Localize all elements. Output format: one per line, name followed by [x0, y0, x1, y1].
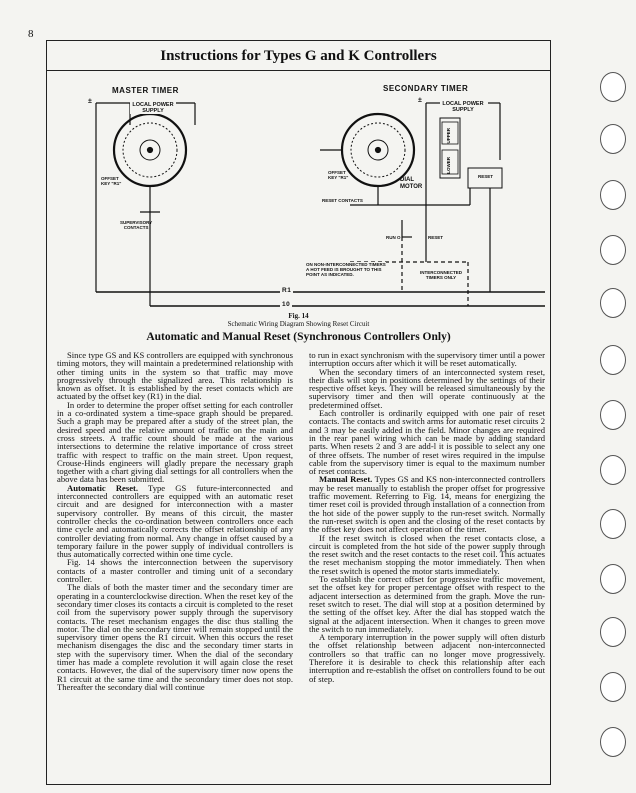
paragraph: To establish the correct offset for progressive traffic movement, set the offset key for proper percentage offset with respect to the adjacent intersection as determined from the graph. Move the run-reset switch to reset. The dial will stop at a position determined by the setting of the offset key. After the dial has stopped watch the signal at the adjacent intersection. When it changes to green move the switch to run immediately. [309, 574, 545, 634]
wire-10-label: 10 [282, 301, 291, 308]
upper-coil-label: UPPER [446, 128, 451, 144]
figure-caption [46, 312, 551, 328]
master-local-power-label: LOCAL POWER SUPPLY [130, 102, 176, 114]
figure-caption-text: Schematic Wiring Diagram Showing Reset Circuit [227, 320, 370, 328]
interconnected-note: INTERCONNECTED TIMERS ONLY [420, 270, 463, 280]
right-column [309, 351, 545, 683]
paragraph: Since type GS and KS controllers are equipped with synchronous timing motors, they will maintain a predetermined relationship with other timing units in the system so that traffic may move progressively through the signalized area. This relationship is known as offset. It is established by the reset contacts which are actuated by the offset key (R1) in the dial. [57, 350, 293, 402]
master-offset-key-label: OFFSET KEY "R1" [101, 176, 122, 186]
paragraph: When the secondary timers of an interconnected system reset, their dials will stop in positions determined by the settings of their respective offset keys. They will be released simultaneously by the supervisory timer and then will operate continuously at the predetermined offset. [309, 366, 545, 410]
binder-hole [600, 672, 626, 702]
paragraph: to run in exact synchronism with the supervisory timer until a power interruption occurs after which it will be reset automatically. [309, 350, 545, 369]
secondary-local-power-label: LOCAL POWER SUPPLY [440, 101, 486, 113]
reset-switch-label: RESET [428, 235, 444, 240]
dial-motor-label: DIAL MOTOR [400, 177, 423, 190]
binder-hole [600, 617, 626, 647]
paragraph: The dials of both the master timer and the secondary timer are operating in a counterclockwise direction. When the reset key of the secondary timer closes its contacts a circuit is completed to the reset coil from the supervisory power supply through the supervisory contacts. The reset mechanism engages the disc thus stalling the motor. The dial on the secondary timer will remain stopped until the supervisory timer opens the R1 circuit. When this occurs the reset mechanism disengages the disc and the secondary timer starts in step with the supervisory timer. When the dial of the secondary timer has made a complete revolution it will again close the reset contacts. However, the dial of the supervisory timer now opens the R1 circuit at the same time and the secondary timer does not stop. Thereafter the secondary dial will continue [57, 582, 293, 692]
binder-hole [600, 400, 626, 430]
wiring-lines [0, 0, 636, 330]
paragraph: A temporary interruption in the power supply will often disturb the offset relationship between adjacent non-interconnected controllers so that traffic can no longer move progressively. Therefore it is desirable to check this relationship after each interruption and re-establish the offset on controllers found to be out of step. [309, 632, 545, 684]
binder-hole [600, 564, 626, 594]
reset-contacts-label: RESET CONTACTS [322, 198, 363, 203]
wire-r1-label: R1 [282, 287, 292, 294]
secondary-plus-sign: ± [418, 97, 423, 104]
supervisory-contacts-label: SUPERVISORY CONTACTS [120, 220, 153, 230]
paragraph: Automatic Reset. Type GS future-interconnected and interconnected controllers are equipped with an automatic reset circuit and are designed for interconnection with a master supervisory controller. By means of this circuit, the master controller checks the co-ordination between controllers once each time cycle and automatically corrects the offset relationship of any controller deviating from normal. Any change in offset caused by a temporary failure in the power supply of individual controllers is thus automatically corrected within one time cycle. [57, 482, 293, 560]
run-switch-label: RUN O [386, 235, 401, 240]
page-number: 8 [28, 28, 34, 40]
figure-number: Fig. 14 [288, 312, 309, 320]
reset-coil-label: RESET [478, 174, 494, 179]
master-plus-sign: ± [88, 98, 93, 105]
paragraph: Manual Reset. Types GS and KS non-interconnected controllers may be reset manually to establish the proper offset for progressive traffic movement. Referring to Fig. 14, means for energizing the timer reset coil is provided through installation of a connection from the hot side of the power supply to the run-reset switch. Normally the run-reset switch is open and the closing of the reset contacts by the offset key does not affect operation of the timer. [309, 474, 545, 535]
paragraph: In order to determine the proper offset setting for each controller in a co-ordinated system a time-space graph should be prepared. Such a graph may be prepared after a study of the street plan, the desired speed and the relative amount of traffic on the main and cross streets. A traffic count should be made at the various intersections to determine the relative importance of cross street traffic with respect to traffic on the main street. Upon request, Crouse-Hinds engineers will gladly prepare the necessary graph together with a chart giving dial settings for all controllers when the above data has been submitted. [57, 399, 293, 485]
paragraph: If the reset switch is closed when the reset contacts close, a circuit is completed from the hot side of the power supply through the reset switch and the reset contacts to the reset coil. This actuates the reset mechanism stopping the motor immediately. Then when the reset switch is opened the motor starts immediately. [309, 532, 545, 576]
master-timer-label: MASTER TIMER [112, 86, 179, 95]
section-title: Automatic and Manual Reset (Synchronous Controllers Only) [146, 331, 451, 343]
binder-hole [600, 455, 626, 485]
page-title: Instructions for Types G and K Controllers [160, 48, 437, 64]
binder-hole [600, 509, 626, 539]
binder-hole [600, 727, 626, 757]
paragraph: Fig. 14 shows the interconnection between the supervisory contacts of a master controller and timing unit of a secondary controller. [57, 557, 293, 585]
secondary-offset-key-label: OFFSET KEY "R1" [328, 170, 349, 180]
left-column [57, 351, 293, 691]
lower-coil-label: LOWER [446, 157, 451, 174]
paragraph: Each controller is ordinarily equipped with one pair of reset contacts. The contacts and switch arms for automatic reset circuits 2 and 3 may be easily added in the field. Minor changes are required in the rear panel wiring which can be made by adding standard parts. When resets 2 and 3 are add-l it is possible to select any one of three offsets. The number of reset wires required in the impulse cable from the supervisory timer is equal to the maximum number of reset contacts. [309, 408, 545, 477]
wiring-diagram [0, 0, 636, 330]
binder-hole [600, 345, 626, 375]
hot-feed-note: ON NON-INTERCONNECTED TIMERS A HOT FEED IS BROUGHT TO THIS POINT AS INDICATED. [306, 262, 386, 277]
secondary-timer-label: SECONDARY TIMER [383, 84, 469, 93]
